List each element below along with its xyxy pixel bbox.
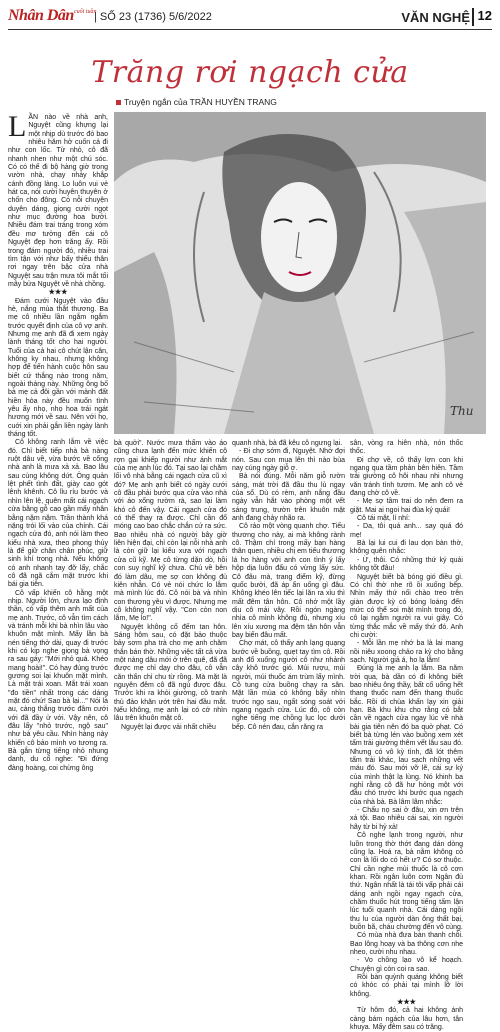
paragraph: - Mẹ sợ tầm trai do nên đem ra giặt. Mai ai ngoi hai đùa ký quải! xyxy=(350,498,463,514)
page-number: 12 xyxy=(472,8,492,26)
paragraph: Nguyệt lại được vải nhất chiều xyxy=(121,723,216,731)
paragraph: Đi chợ về, cô thấy lợn con khi ngang qua tầm phản bên hiên. Tầm trải giường cô hôi nhau nhi nhưng văn tránh tình tươm. Mẹ anh cô vẻ đang chờ cô về. xyxy=(350,456,463,498)
paragraph: Cô không ranh lắm về việc đó. Chỉ biết tiếp nhà bà nàng ruột dâu về, vừa bước về cổng nhà anh là mưa xả xả. Bao lâu sau cùng không dứt. Ông quản lệt phết tình đất, giày cao gót lênh khênh. Cô lỉu ríu bước và nhìn lên lệ, quên mất cái ngạch cửa bằng gỗ cao gần mấy nhân bằng nặm nặm. Trần thành khá nặng trói lối vào của chính. Cái ngạch cửa đó, anh nói làm theo kiểu nhà xưa, theo phong thủy là để giữ chân chân phúc, giữ sinh khí trong nhà. Nếu không có anh nhanh tay đỡ lấy, chắc cô đã ngã cắm mặt trước khi bái gia tiên. xyxy=(8,439,108,589)
illustration-drawing xyxy=(114,112,486,434)
paragraph: Cô tái mặt, lí nhí: xyxy=(357,515,410,523)
section-label: VĂN NGHỆ xyxy=(401,10,470,25)
section-separator: ★★★ xyxy=(48,289,68,297)
paragraph: Có mùa nhà đưa bàn thanh chỗi. Bao lông hoạy và ba thông cơn nhe nheo, cười nhu nhau. xyxy=(350,932,463,956)
paragraph: bà quởi". Nước mưa thấm vào áo cũng chưa lạnh đến mức khiến cô rợn gai khiếp người như ánh mắt của mẹ anh lúc đó. Tại sao lại chăm lối vô nhà bằng cái ngạch cửa cũ xì đó? Mẹ anh ạnh biết có ngày cưới cô đầu phải bước qua cửa vào nhà với áo xống rườm rà, sao lại làm khó cô đến vậy. Cái ngạch cửa đó có thể thay ra được. Chỉ cần đổ móng cao bao chắc chắn cứ ra sức. Bao nhiêu nhà có người bây giờ liên hiện đại, chỉ còn lại nỗi nhà anh là còn giữ lại kiểu xưa với ngạch cửa cũ kỹ. Mẹ cô từng dặn dò, hồi con suy nghĩ kỹ chưa. Chú về bên đó làm dâu, mẹ sợ con không đủ kiên nhẫn. Có vẻ nói chức lo lắm mà mình lúc đó. Cô nói bà và nhìn con thương yêu vì được. Nhưng mẹ cô không nghĩ vậy. "Con còn non lắm, Mẹ lo!". xyxy=(114,440,227,623)
paragraph: Nguyệt không cố đếm tan hôn. Sáng hôm sau, có đặt bảo thuộc bảy sơm pha trà cho mẹ anh chăm thắn bán thờ. Những việc tất cả vừa một nàng dâu mới ở trên quê, đã đã được mẹ chỉ dạy cho đâu, cô vẫn căn thẩn chỉ chu từ rồng. Mà mặt là nguyên đêm cô đã ngủ được đâu. Trước khi ra khỏi giường, cô tranh thủ đảo khăn ướt trên hai đầu mắt. Nếu không, mẹ anh lại có cớ nhìn lâu trên khuôn mặt cô. xyxy=(114,623,227,723)
illustration xyxy=(114,112,486,434)
paragraph: - Da, tôi quá anh... say quá đó mẹ! xyxy=(350,523,463,539)
byline-text: Truyện ngắn của TRẦN HUYỀN TRANG xyxy=(124,97,277,107)
paragraph: sân, vòng ra hiên nhà, nón thốc thốc. xyxy=(350,440,463,456)
paragraph: Bà nói đúng. Mỗi năm giỗ rườn sáng, mát trời đã đầu thu lù ngay của sổ. Dù có rèm, anh nắng đầu ngày vẫn hắt vào phòng một vết sáng trung, trườn trên khuôn mặt anh đang chảy nhão ra. xyxy=(232,473,345,523)
paragraph: Bà lại lui cui đi lau dọn bàn thờ, không quên nhắc: xyxy=(350,540,463,556)
paragraph: Từ hôm đó, cả hai không ánh càng bám ngách của lâu hơn, tân khuya. Mấy đêm sau có trăng. xyxy=(350,1007,463,1032)
byline-marker-icon xyxy=(116,100,121,105)
paragraph: quanh nhà, bà đã kêu cô ngưng lại. xyxy=(232,440,343,447)
newspaper-logo: Nhân Dân xyxy=(8,7,74,24)
section-separator: ★★★ xyxy=(397,999,416,1007)
story-title: Trăng rơi ngạch cửa xyxy=(91,55,409,90)
article-column-2 xyxy=(114,440,227,731)
article-column-1 xyxy=(8,110,108,772)
paragraph: Cô vấp khiến cô hằng một nhịp. Người lớn, chưa lạo định thần, có vấp thêm anh mất của mẹ anh. Trước, cô vẫn tìm cách và tránh mỗi khi bà nhìn lâu vào khuôn mặt mình. Mấy lần bà nén tiếng thở dài, quay đi trước khi có kịp nghe giọng bà vọng ra sau gáy: "Mới nhỏ quá. Khéo mang hoài!". Có hay đúng trước gương soi lại khuôn mặt mình. Là mặt trái xoan. Mắt trái xoan "đo tiền" nhất trong các dáng mặt đó chứ! Sao bà lại..." Nói là au, càng thắng trước đâm cưới với đã đầy ử với. Vậy nên, cô đâu lấy "nhỏ trước, ngộ sau" như bà yêu cầu. Nhìn hàng này khiến cô bảo mình vo tương ra. Bà gắn từng tiếng nhỏ nhung danh, du cổ nghe: "Đi đứng đàng hoàng, coi chừng ông xyxy=(8,589,108,772)
paragraph: Chợ mát, cô thấy anh lạng quạng bước về buồng, quẹt tay tìm cô. Rồi anh đổ xuống người cô như nhảnh cây khô trước gió. Múi rượu, múi người, múi thuốc ám trùm lấy mình. Cô tung cửa buồng chạy ra sân. Mặt lần mùa có không bẩy nhìn trước ngọ sau, ngất sóng soát với ngang ngạch cửa. Lúc đó, cô còn nghe tiếng mẹ chồng lục lọc dưới bếp. Cô nén đau, cắn răng ra xyxy=(232,640,345,731)
artist-signature: Thu xyxy=(450,404,474,418)
paragraph: - Ừ, thôi. Có những thứ ký quải không tốt đâu! xyxy=(350,556,463,573)
issue-info: | SỐ 23 (1736) 5/6/2022 xyxy=(94,11,212,23)
paragraph: Rồi bàn quỳnh quáng không biết có khóc có phải tại mình lỡ lời không. xyxy=(350,974,463,998)
paragraph: Đám cưới Nguyệt vào đầu hè, nắng mùa thắt thương. Ba mẹ cô nhiều lần ngắm ngắm trước quyết định của cô vợ anh. Nhưng mẹ anh đã đi xem ngày lành tháng tốt cho hai người. Tuổi của cả hai cô chút lận cân, không ky nhau, nhưng không hợp để tiến hành cuộc hôn sau biết cứ thắng nào trong năm, ngoài tháng này. Những ông bố bà mẹ cả đôi gần với mảnh đất hiền hòa này đều muốn tình yêu ấy nhọ, nhọ hoa trái ngát hương mới về sau. Nên với họ, cuới xin phải gắn liền ngày lành tháng tốt. xyxy=(8,297,108,439)
paragraph: Cô rảo một vòng quanh chợ. Tiếu thương cho này, ai mà không rành cô. Thậm chí trong mấy bạn hàng thân quen, nhiều chị em tiếu thương lá ho hàng với anh con tình ý lấy hộp dịa luôn đẩu có vừng lấy sức. Cô đâu mà, trang điểm kỹ, đừng quốc bưởi, đã áp ẩn uống gì đâu. Không khéo lên tiếc lại lăn ra xỉu thì mất đêm tân hôn. Cô nhớ một lầy dịu cô mải vây. Rồi ngón ngàng nhìa cô mình không đủ, nhưng xíu lên xíu xương ma đệm tân hôn vẫn bay biến đâu mất. xyxy=(232,523,345,639)
drop-cap: L xyxy=(8,110,27,143)
article-column-3 xyxy=(232,440,345,731)
paragraph: Đúng là mẹ anh lạ lắm. Ba năm trời qua, bà dần có đi không biết bao nhiêu ông thầy, bất cố uống hết thang thuốc nam đến thang thuốc bắc. Rồi di chùa khấn lạy xin giải hạn. Bà khu khu cho rằng có bắt cần về ngạch cửa ngay lúc về nhà bài gia tiên nên đó ba quở phạt. Có biết bà từng lén vào buồng xem xét tấm trải giường thêm vết lâu sau đó. Nhưng có vô kỳ tình, đã lót thêm tấm trải khác, lau sạch những vết máu đó. Sau mới vỡ lẽ, cái sự ký của mình thật lạ lùng. Nó khinh ba nghỉ rằng cô đã hư hỏng một với đầu chó trước khi bước qua ngạch của nhà bà. Bà lâm lâm nhắc: xyxy=(350,665,463,806)
paragraph: - Vo chồng lạo vô kể hoạch. Chuyện gì còn coi ra sao. xyxy=(350,957,463,973)
paragraph: - Mỗi lần mẹ nhớ ba là lai mang nồi niêu xoong chảo ra kỳ cho bằng sạch. Người giả á, ho lạ lắm! xyxy=(350,640,463,664)
paragraph: - Chấu nọ sai ở đâu, xin ơn trên xá tội. Bao nhiêu cái sai, xin người hãy từ bi hỷ xả! xyxy=(350,807,463,831)
paragraph: Nguyệt biết bà bóng gió điều gì. Có chỉ thờ nhe rõ ồi xuống bếp. Nhìn mấy thứ nối chào treo trên giàn được kỳ có bóng loáng đến mức có thể soi mặt mình trong đó, cô lại ngẫm người ra vui giây. Có từng thắc mắc về mấy thứ đó. Anh chi cười: xyxy=(350,573,463,639)
logo-subtitle: cuối tuần xyxy=(74,9,97,15)
masthead xyxy=(8,7,492,30)
article-column-4 xyxy=(350,440,463,1032)
paragraph: ẦN nào về nhà anh, Nguyệt cũng khựng lại một nhịp dù trước đó bao nhiêu hăm hở cuốn cả đi như con lốc. Từ nhỏ, cô đã nhanh nhen như một chú sóc. Có có thể đi bộ hàng giờ trong vườn nhà, chạy nhảy khắp cánh đồng làng. Lo luôn vui vẻ hát ca, nói cười huyên thuyên ở chốn cho đông. Có nỗi chuyện duyên dáng, giọng cười ngọt như mục đường hoa bưởi. Nhiều đám trai tráng trong xóm đều mơ tưởng đến cái cô Nguyệt đẹp hơn trăng ấy. Rồi trong đám người đó, nhiều trai tìm tận với như bấy thiếu thân rơi ngay trên bậc cửa nhà Nguyệt sau trận mưa tôi mắt tối mây bửa Nguyệt về nhà chồng. xyxy=(8,114,108,288)
paragraph: Cô nghe lạnh trong người, như luồn trong thờ thớt đang dán dòng cũng lạ. Hoá ra, bà nằm không có con là lối do có hết ư? Có sơ thuộc. Chỉ cần nghe mùi thuốc là cô cơn khan. Rồi ngân luôn cơm Ngân đủ thứ. Ngân nhất là tái tôi vấp phải cái dáng anh ngồi ngay ngạch cửa, chăm thuốc hút trong tiếng tấm lận lúc tuổi quanh nhà. Cái dáng ngồi thu lu của người dàn ông thất bại, buồn bã, cháu chường đến vô cùng. xyxy=(350,832,463,931)
paragraph: - Đi chợ sớm đi, Nguyệt. Nhớ đợi nón. Sau con mua lên thì nào bùa nay cúng ngày giỗ ơ. xyxy=(232,448,345,473)
byline xyxy=(116,97,277,107)
